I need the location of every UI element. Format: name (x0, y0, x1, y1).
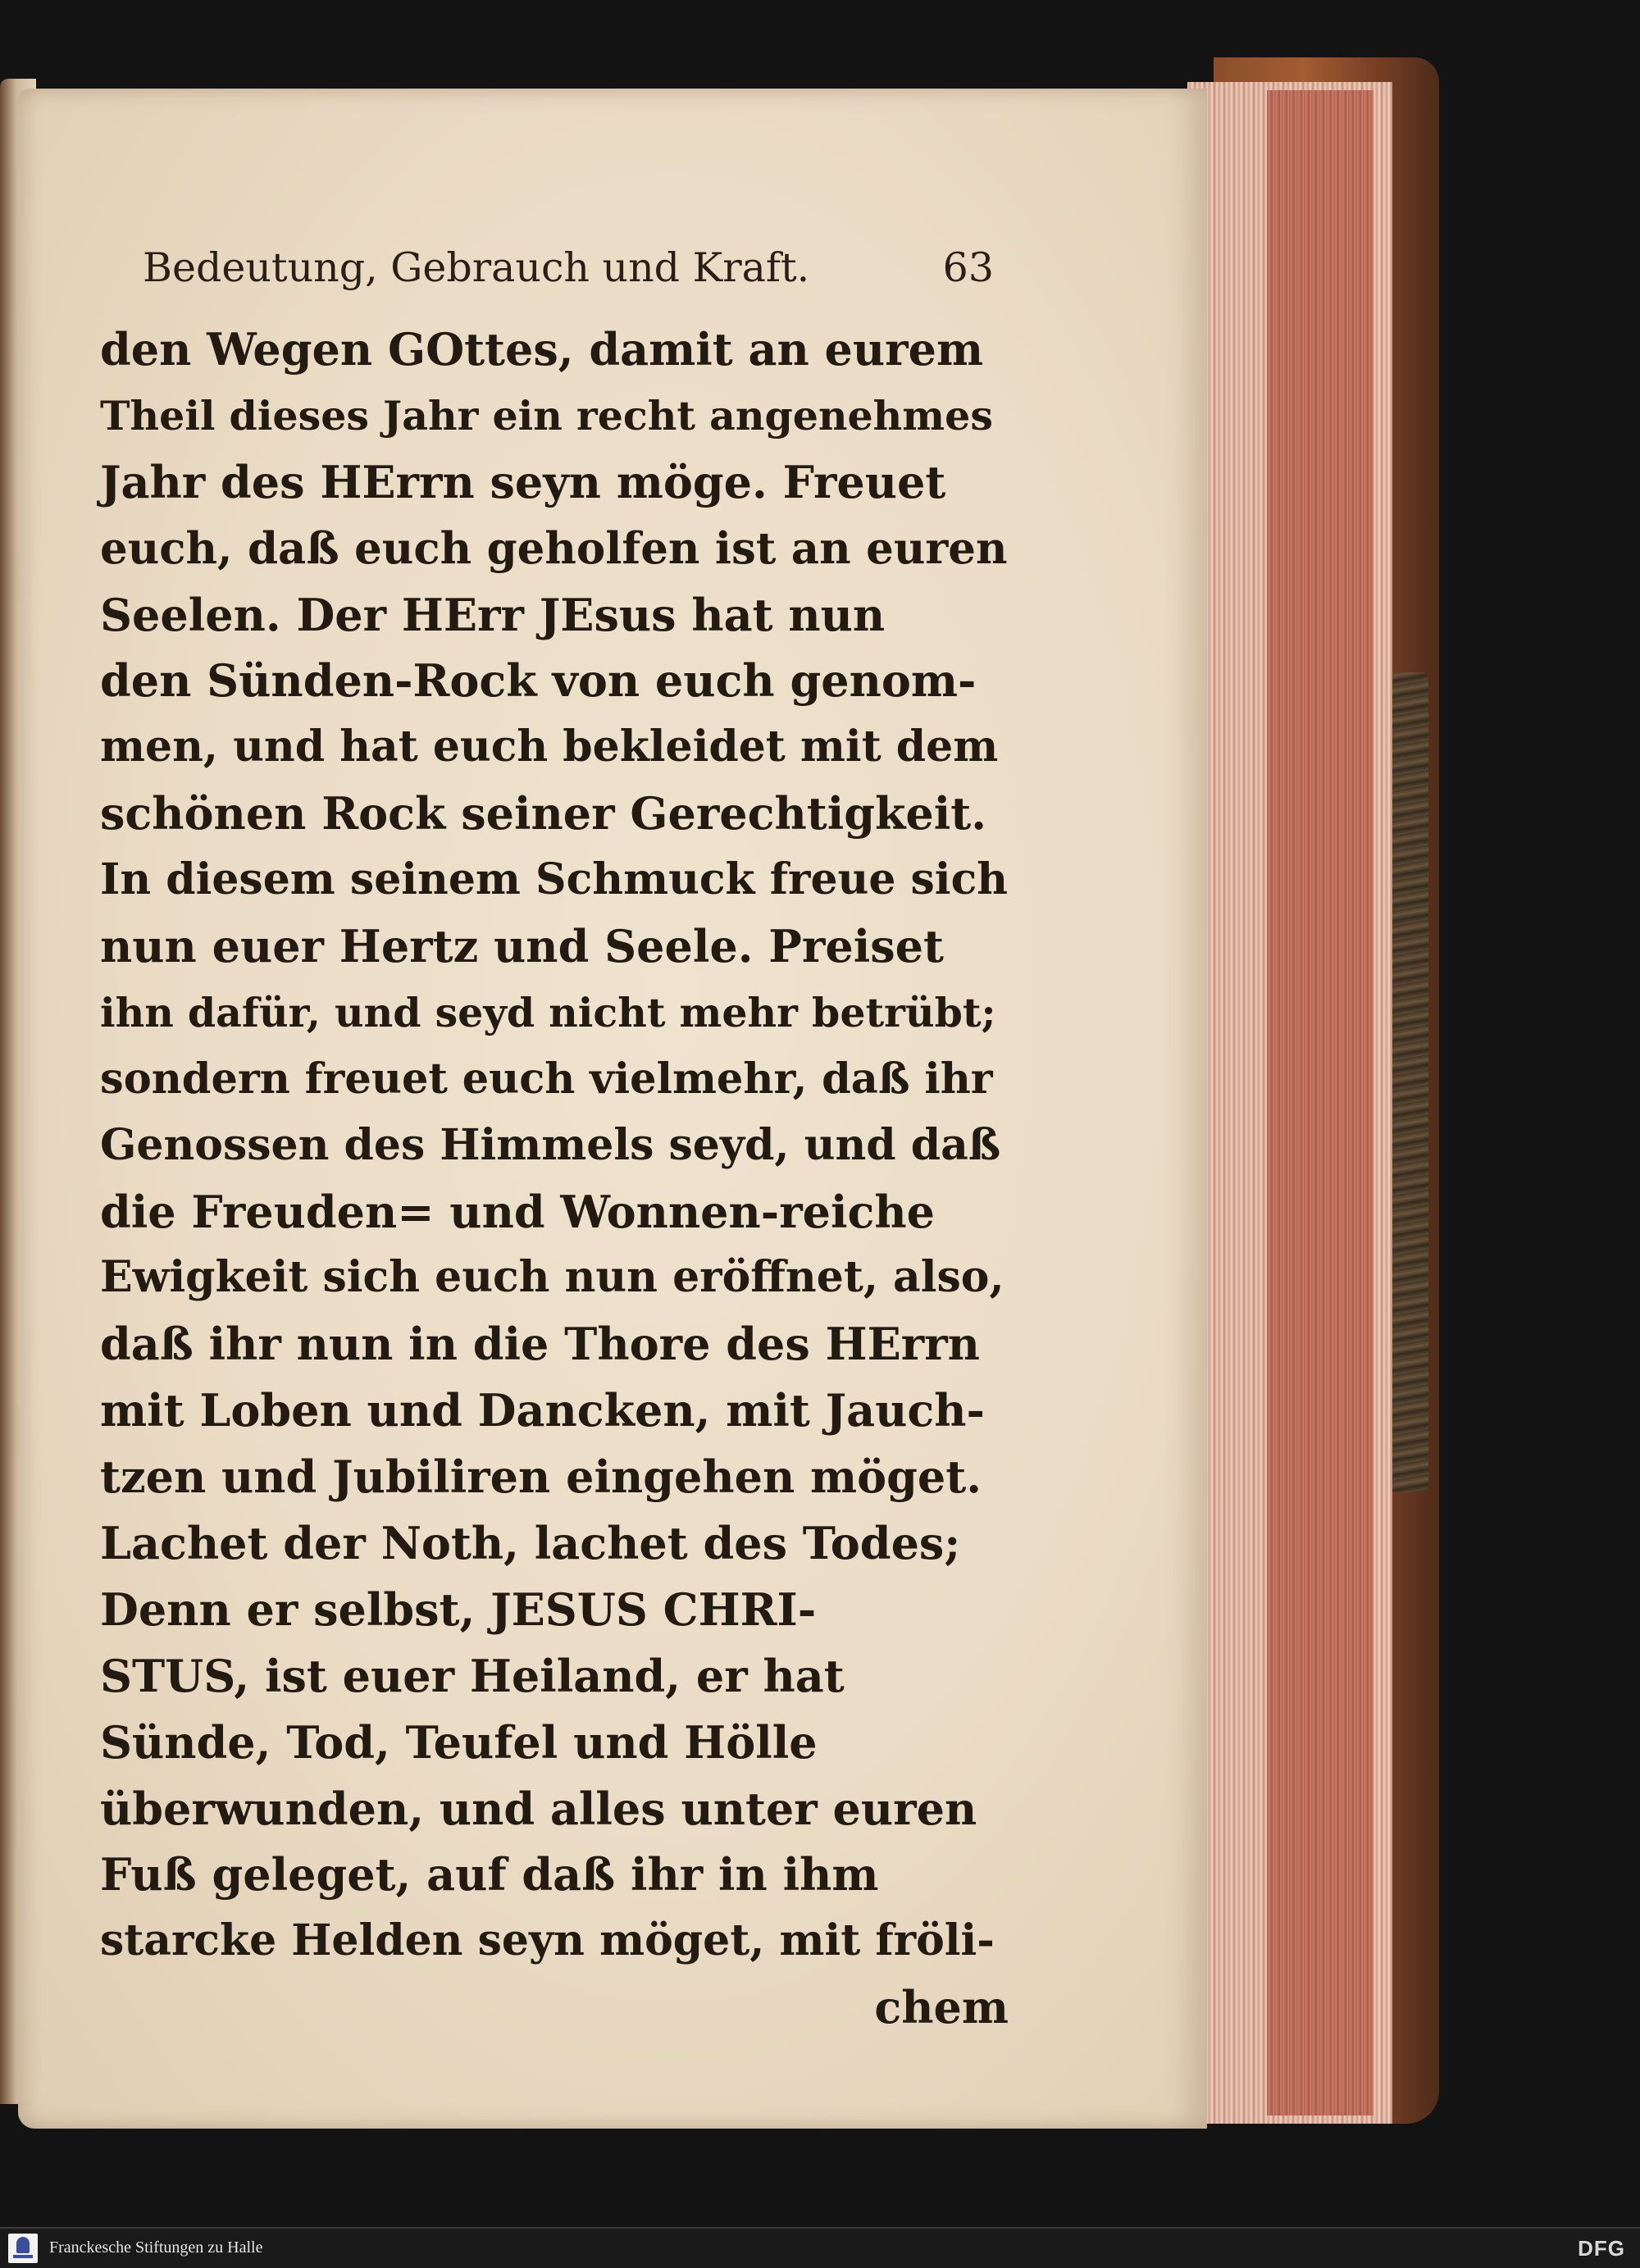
text-line: überwunden, und alles unter euren (100, 1782, 977, 1835)
text-line: Sünde, Tod, Teufel und Hölle (100, 1715, 818, 1769)
page-number: 63 (942, 244, 994, 291)
text-line: men, und hat euch bekleidet mit dem (100, 722, 999, 772)
text-line: Lachet der Noth, lachet des Todes; (100, 1517, 961, 1570)
text-line: starcke Helden seyn möget, mit fröli- (100, 1915, 995, 1966)
text-line: Denn er selbst, JESUS CHRI- (100, 1583, 817, 1636)
text-line: In diesem seinem Schmuck freue sich (100, 854, 1009, 905)
text-line: tzen und Jubiliren eingehen möget. (100, 1451, 982, 1504)
text-line: nun euer Hertz und Seele. Preiset (100, 920, 944, 973)
text-line: STUS, ist euer Heiland, er hat (100, 1649, 845, 1702)
logo-emblem (16, 2237, 30, 2253)
text-line: Theil dieses Jahr ein recht angenehmes (100, 391, 993, 439)
text-line: den Wegen GOttes, damit an eurem (100, 323, 984, 376)
running-head-title: Bedeutung, Gebrauch und Kraft. (143, 244, 810, 291)
text-line: Seelen. Der HErr JEsus hat nun (100, 588, 886, 641)
text-line: die Freuden= und Wonnen-reiche (100, 1185, 936, 1238)
text-line: sondern freuet euch vielmehr, daß ihr (100, 1054, 993, 1104)
running-header (143, 244, 994, 302)
text-line: Ewigkeit sich euch nun eröffnet, also, (100, 1252, 1004, 1303)
text-line: Fuß geleget, auf daß ihr in ihm (100, 1848, 879, 1901)
logo-base (13, 2255, 33, 2258)
dfg-logo[interactable]: DFG (1578, 2236, 1625, 2261)
text-line: euch, daß euch geholfen ist an euren (100, 522, 1008, 574)
text-line: den Sünden-Rock von euch genom- (100, 654, 977, 708)
text-line: mit Loben und Dancken, mit Jauch- (100, 1384, 985, 1437)
text-line: schönen Rock seiner Gerechtigkeit. (100, 787, 987, 840)
text-line: Jahr des HErrn seyn möge. Freuet (100, 455, 946, 508)
institution-name[interactable]: Franckesche Stiftungen zu Halle (49, 2238, 263, 2257)
text-line: ihn dafür, und seyd nicht mehr betrübt; (100, 988, 996, 1036)
text-line: Genossen des Himmels seyd, und daß (100, 1119, 1001, 1170)
viewer-footer (0, 2227, 1640, 2268)
institution-logo-icon[interactable] (8, 2234, 38, 2263)
text-line: daß ihr nun in die Thore des HErrn (100, 1318, 980, 1371)
red-page-edges (1267, 90, 1374, 2115)
catchword: chem (874, 1981, 1009, 2034)
page-body-text (100, 317, 1009, 2041)
book-page (18, 89, 1207, 2129)
